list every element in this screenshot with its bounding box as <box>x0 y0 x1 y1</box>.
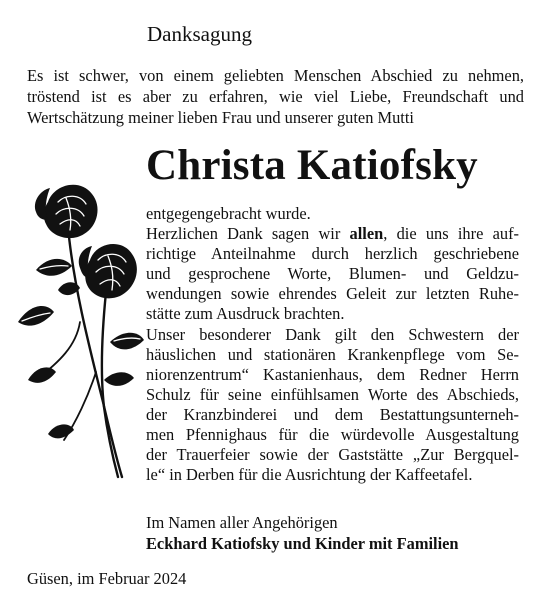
signature-line: Im Namen aller Angehörigen <box>146 513 338 532</box>
intro-line: tröstend ist es aber zu erfahren, wie viel Liebe, Freundschaft und <box>27 87 524 106</box>
body-line: und gesprochene Worte, Blumen- und Geldzu- <box>146 264 519 284</box>
body-line: le“ in Derben für die Ausrichtung der Kaffeetafel. <box>146 465 473 485</box>
deceased-name: Christa Katiofsky <box>146 142 478 189</box>
body-line: der Trauerfeier sowie der Gaststätte „Zur Bergquel- <box>146 445 519 465</box>
body-line: niorenzentrum“ Kastanienhaus, dem Redner Herrn <box>146 364 519 384</box>
body-line: Unser besonderer Dank gilt den Schwestern der <box>146 324 519 344</box>
roses-icon <box>18 172 148 484</box>
intro-line: Wertschätzung meiner lieben Frau und unserer guten Mutti <box>27 108 414 127</box>
body-line: Schulz für seine einfühlsamen Worte des Abschieds, <box>146 384 519 404</box>
intro-paragraph <box>27 65 524 128</box>
place-date: Güsen, im Februar 2024 <box>27 569 187 588</box>
intro-line: Es ist schwer, von einem geliebten Menschen Abschied zu nehmen, <box>27 66 524 85</box>
body-line: entgegengebracht wurde. <box>146 204 311 223</box>
body-line: richtige Anteilnahme durch herzlich geschriebene <box>146 244 519 264</box>
body-line: stätte zum Ausdruck brachten. <box>146 304 345 324</box>
body-line <box>146 224 519 244</box>
body-line: men Pfennighaus für die würdevolle Ausgestaltung <box>146 425 519 445</box>
body-line: häuslichen und stationären Krankenpflege vom Se- <box>146 344 519 364</box>
signature-block <box>146 512 459 554</box>
body-paragraph <box>146 204 519 485</box>
body-line: der Kranzbinderei und dem Bestattungsunterneh- <box>146 404 519 424</box>
emphasis-word: allen <box>349 224 384 244</box>
body-text-segment: Herzlichen Dank sagen wir <box>146 224 350 244</box>
body-text-segment: , die uns ihre auf- <box>383 224 519 244</box>
heading: Danksagung <box>147 22 252 46</box>
body-line: wendungen sowie ehrendes Geleit zur letzten Ruhe- <box>146 284 519 304</box>
signature-names: Eckhard Katiofsky und Kinder mit Familien <box>146 534 459 553</box>
